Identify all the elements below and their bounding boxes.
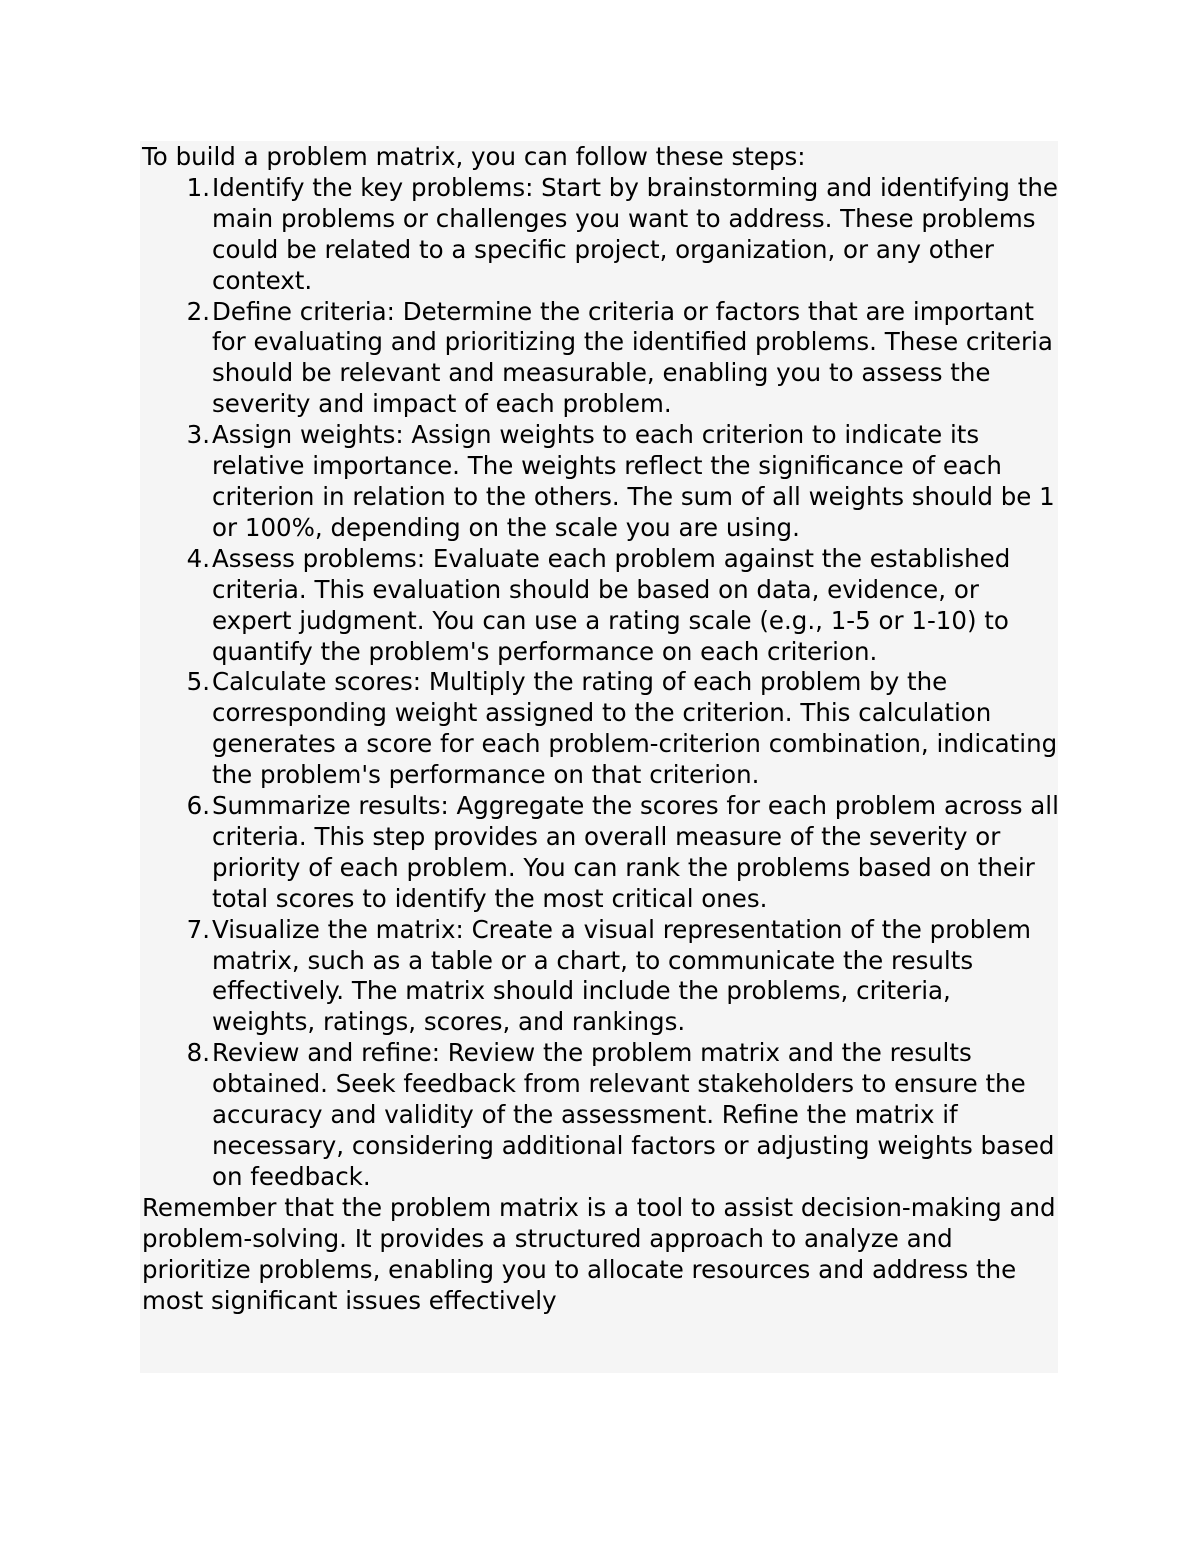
list-item-text: Assign weights: Assign weights to each criterion to indicate its relative importance. The weights reflect the significance of each criterion in relation to the others. The sum of all weights should be 1 or 100%, depending on the scale you are using. [212, 420, 1055, 542]
list-item-step-6 [186, 791, 1060, 915]
list-item-text: Identify the key problems: Start by brainstorming and identifying the main problems or challenges you want to address. These problems could be related to a specific project, organization, or any other context. [212, 172, 1058, 295]
list-item-number: 2. [186, 296, 210, 326]
list-item-number: 3. [186, 420, 210, 450]
list-item-text: Define criteria: Determine the criteria or factors that are important for evaluating and prioritizing the identified problems. These criteria should be relevant and measurable, enabling you to assess the severity and impact of each problem. [212, 296, 1053, 419]
intro-paragraph: To build a problem matrix, you can follow these steps: [142, 142, 806, 171]
document-body [142, 142, 1060, 1316]
closing-paragraph: Remember that the problem matrix is a tool to assist decision-making and problem-solving. It provides a structured approach to analyze and prioritize problems, enabling you to allocate resources and address the most significant issues effectively [142, 1192, 1056, 1315]
list-item-step-2 [186, 296, 1060, 421]
list-item-number: 6. [186, 791, 210, 821]
list-item-text: Visualize the matrix: Create a visual representation of the problem matrix, such as a table or a chart, to communicate the results effectively. The matrix should include the problems, criteria, weights, ratings, scores, and rankings. [212, 914, 1032, 1037]
list-item-step-4 [186, 543, 1060, 668]
list-item-step-7 [186, 914, 1060, 1039]
steps-list [142, 173, 1060, 1193]
list-item-step-1 [186, 172, 1060, 297]
list-item-step-8 [186, 1038, 1060, 1193]
list-item-text: Assess problems: Evaluate each problem against the established criteria. This evaluation should be based on data, evidence, or expert judgment. You can use a rating scale (e.g., 1-5 or 1-10) to quantify the problem's performance on each criterion. [212, 543, 1011, 666]
list-item-text: Calculate scores: Multiply the rating of each problem by the corresponding weight assigned to the criterion. This calculation generates a score for each problem-criterion combination, indicating the problem's performance on that criterion. [212, 667, 1058, 790]
list-item-number: 4. [186, 543, 210, 573]
list-item-number: 7. [186, 914, 210, 944]
list-item-number: 5. [186, 667, 210, 697]
list-item-text: Summarize results: Aggregate the scores for each problem across all criteria. This step provides an overall measure of the severity or priority of each problem. You can rank the problems based on their total scores to identify the most critical ones. [212, 791, 1059, 913]
list-item-number: 8. [186, 1038, 210, 1068]
list-item-step-5 [186, 667, 1060, 791]
list-item-step-3 [186, 420, 1060, 544]
list-item-number: 1. [186, 172, 210, 202]
list-item-text: Review and refine: Review the problem matrix and the results obtained. Seek feedback from relevant stakeholders to ensure the accuracy and validity of the assessment. Refine the matrix if necessary, considering additional factors or adjusting weights based on feedback. [212, 1038, 1055, 1191]
